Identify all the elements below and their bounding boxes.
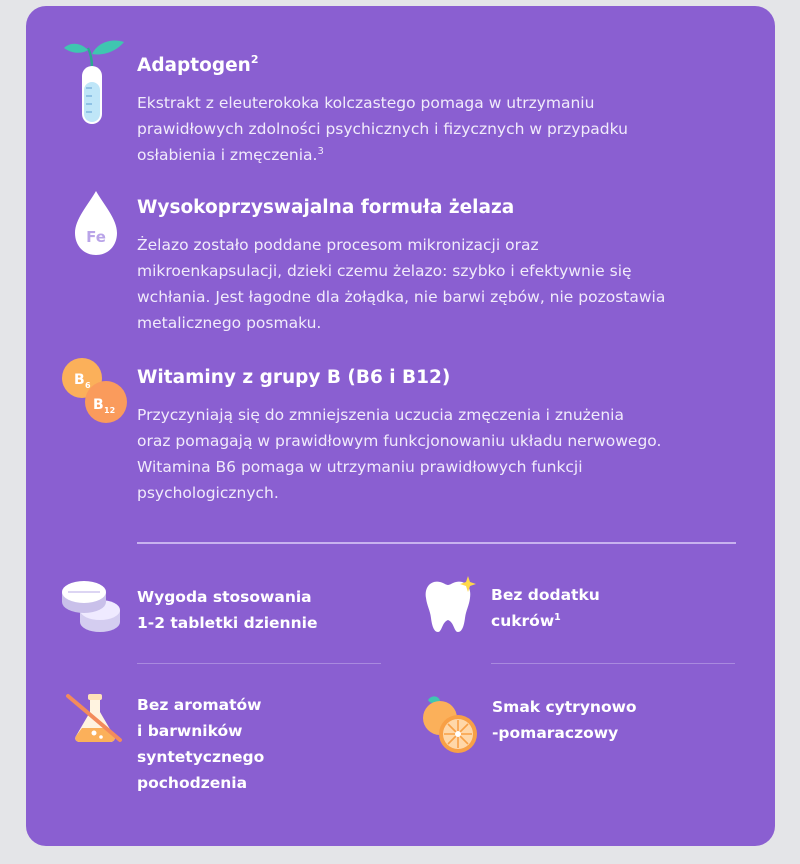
- feature-desc-line: prawidłowych zdolności psychicznych i fizycznych w przypadku: [137, 120, 628, 138]
- feature-description: [137, 402, 737, 506]
- feature-title: Wysokoprzyswajalna formuła żelaza: [137, 197, 515, 218]
- perk-dosage: [137, 584, 317, 636]
- feature-description: [137, 232, 737, 336]
- feature-title: [137, 54, 258, 78]
- feature-desc-line: Żelazo zostało poddane procesom mikronizacji oraz: [137, 236, 539, 254]
- perk-line: cukrów$^1$: [491, 612, 561, 630]
- feature-description: [137, 90, 737, 168]
- feature-desc-line: metalicznego posmaku.: [137, 314, 322, 332]
- orange-icon: [418, 694, 482, 756]
- footnote-marker: 1: [554, 612, 561, 623]
- perk-divider-right: [491, 663, 735, 664]
- perk-flavor: [492, 694, 637, 746]
- iron-drop-icon: [71, 189, 121, 257]
- perk-line: Bez dodatku: [491, 586, 600, 604]
- feature-desc-line: Ekstrakt z eleuterokoka kolczastego pomaga w utrzymaniu: [137, 94, 595, 112]
- vitamin-b12-label: B: [93, 397, 104, 413]
- perk-no-aromas: [137, 692, 264, 796]
- vitamin-b12-sub: 12: [104, 406, 116, 415]
- feature-title: Witaminy z grupy B (B6 i B12): [137, 367, 451, 388]
- feature-title-text: Adaptogen: [137, 55, 251, 76]
- tablets-icon: [60, 580, 124, 636]
- perk-line: pochodzenia: [137, 774, 248, 792]
- section-divider: [137, 542, 736, 544]
- footnote-marker: 2: [250, 53, 259, 66]
- perk-line: Wygoda stosowania: [137, 588, 312, 606]
- feature-desc-line: wchłania. Jest łagodne dla żołądka, nie barwi zębów, nie pozostawia: [137, 288, 666, 306]
- feature-desc-line: Przyczyniają się do zmniejszenia uczucia zmęczenia i znużenia: [137, 406, 624, 424]
- vitamin-b6-label: B: [74, 372, 85, 388]
- footnote-marker: 3: [317, 146, 324, 157]
- feature-desc-line: Witamina B6 pomaga w utrzymaniu prawidłowych funkcji: [137, 458, 583, 476]
- feature-desc-line: osłabienia i zmęczenia.$^3$: [137, 146, 324, 164]
- perk-line: -pomaraczowy: [492, 724, 619, 742]
- tooth-icon: [420, 576, 478, 636]
- perk-line: 1-2 tabletki dziennie: [137, 614, 318, 632]
- perk-line: Smak cytrynowo: [492, 698, 637, 716]
- vitamin-b-icon: [60, 356, 128, 426]
- perk-sugar-free: [491, 582, 600, 634]
- product-benefits-card: [26, 6, 775, 846]
- perk-line: syntetycznego: [137, 748, 265, 766]
- no-flask-icon: [64, 692, 124, 742]
- feature-desc-line: oraz pomagają w prawidłowym funkcjonowaniu układu nerwowego.: [137, 432, 662, 450]
- perk-line: i barwników: [137, 722, 243, 740]
- feature-desc-line: psychologicznych.: [137, 484, 279, 502]
- iron-drop-label: Fe: [86, 228, 106, 246]
- feature-desc-line: mikroenkapsulacji, dzieki czemu żelazo: szybko i efektywnie się: [137, 262, 632, 280]
- vitamin-b6-sub: 6: [85, 381, 91, 390]
- perk-line: Bez aromatów: [137, 696, 262, 714]
- perk-divider-left: [137, 663, 381, 664]
- sprout-test-tube-icon: [62, 36, 126, 126]
